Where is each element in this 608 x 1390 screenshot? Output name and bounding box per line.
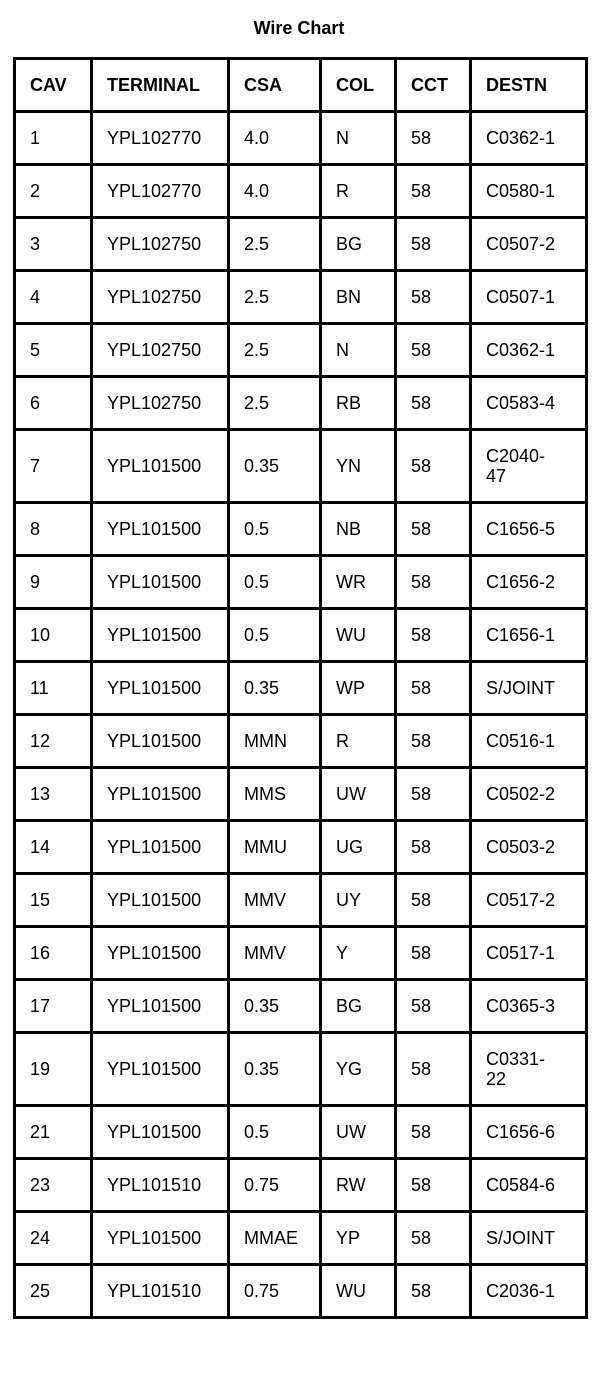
cell-cct: 58 bbox=[396, 556, 471, 609]
cell-cav: 21 bbox=[15, 1106, 92, 1159]
cell-csa: MMU bbox=[229, 821, 321, 874]
cell-destn: C1656-6 bbox=[471, 1106, 587, 1159]
cell-cct: 58 bbox=[396, 112, 471, 165]
cell-cav: 3 bbox=[15, 218, 92, 271]
cell-cav: 19 bbox=[15, 1033, 92, 1106]
table-row bbox=[15, 980, 587, 1033]
cell-col: N bbox=[321, 324, 396, 377]
cell-csa: 0.5 bbox=[229, 503, 321, 556]
wire-chart-table bbox=[13, 57, 588, 1319]
cell-cav: 5 bbox=[15, 324, 92, 377]
cell-terminal: YPL102770 bbox=[92, 165, 229, 218]
cell-cav: 2 bbox=[15, 165, 92, 218]
cell-terminal: YPL101500 bbox=[92, 503, 229, 556]
cell-csa: MMV bbox=[229, 874, 321, 927]
cell-cav: 24 bbox=[15, 1212, 92, 1265]
table-row bbox=[15, 874, 587, 927]
cell-cct: 58 bbox=[396, 1212, 471, 1265]
cell-cav: 11 bbox=[15, 662, 92, 715]
cell-col: YG bbox=[321, 1033, 396, 1106]
cell-destn: C0517-2 bbox=[471, 874, 587, 927]
table-row bbox=[15, 1033, 587, 1106]
cell-cav: 25 bbox=[15, 1265, 92, 1318]
cell-cct: 58 bbox=[396, 821, 471, 874]
cell-cct: 58 bbox=[396, 609, 471, 662]
cell-csa: 4.0 bbox=[229, 165, 321, 218]
cell-csa: MMV bbox=[229, 927, 321, 980]
cell-cct: 58 bbox=[396, 1033, 471, 1106]
cell-cct: 58 bbox=[396, 980, 471, 1033]
cell-destn: S/JOINT bbox=[471, 662, 587, 715]
cell-destn: C0516-1 bbox=[471, 715, 587, 768]
cell-col: N bbox=[321, 112, 396, 165]
cell-col: YP bbox=[321, 1212, 396, 1265]
cell-cav: 12 bbox=[15, 715, 92, 768]
cell-destn: C0362-1 bbox=[471, 324, 587, 377]
cell-cct: 58 bbox=[396, 1265, 471, 1318]
cell-col: R bbox=[321, 165, 396, 218]
cell-terminal: YPL101500 bbox=[92, 1212, 229, 1265]
table-row bbox=[15, 927, 587, 980]
cell-col: UW bbox=[321, 1106, 396, 1159]
cell-destn: C0507-1 bbox=[471, 271, 587, 324]
table-row bbox=[15, 821, 587, 874]
cell-terminal: YPL101500 bbox=[92, 1033, 229, 1106]
column-header-col: COL bbox=[321, 59, 396, 112]
cell-col: RW bbox=[321, 1159, 396, 1212]
cell-destn: C0583-4 bbox=[471, 377, 587, 430]
cell-col: WP bbox=[321, 662, 396, 715]
cell-col: UW bbox=[321, 768, 396, 821]
cell-col: UY bbox=[321, 874, 396, 927]
table-row bbox=[15, 430, 587, 503]
cell-cct: 58 bbox=[396, 768, 471, 821]
cell-cct: 58 bbox=[396, 430, 471, 503]
cell-col: BN bbox=[321, 271, 396, 324]
column-header-cct: CCT bbox=[396, 59, 471, 112]
cell-csa: 4.0 bbox=[229, 112, 321, 165]
cell-csa: 2.5 bbox=[229, 218, 321, 271]
cell-csa: 2.5 bbox=[229, 271, 321, 324]
cell-destn: C0502-2 bbox=[471, 768, 587, 821]
cell-terminal: YPL102750 bbox=[92, 271, 229, 324]
cell-csa: 0.5 bbox=[229, 556, 321, 609]
table-row bbox=[15, 609, 587, 662]
cell-cav: 6 bbox=[15, 377, 92, 430]
cell-terminal: YPL102770 bbox=[92, 112, 229, 165]
cell-csa: 2.5 bbox=[229, 377, 321, 430]
cell-destn: C2036-1 bbox=[471, 1265, 587, 1318]
cell-cct: 58 bbox=[396, 662, 471, 715]
cell-destn: C1656-5 bbox=[471, 503, 587, 556]
cell-cct: 58 bbox=[396, 324, 471, 377]
cell-cct: 58 bbox=[396, 165, 471, 218]
table-row bbox=[15, 324, 587, 377]
cell-terminal: YPL101500 bbox=[92, 768, 229, 821]
cell-cav: 8 bbox=[15, 503, 92, 556]
table-row bbox=[15, 112, 587, 165]
cell-col: R bbox=[321, 715, 396, 768]
table-row bbox=[15, 556, 587, 609]
cell-cav: 1 bbox=[15, 112, 92, 165]
cell-terminal: YPL102750 bbox=[92, 324, 229, 377]
cell-destn: C1656-2 bbox=[471, 556, 587, 609]
cell-csa: 0.75 bbox=[229, 1265, 321, 1318]
cell-cav: 7 bbox=[15, 430, 92, 503]
cell-col: UG bbox=[321, 821, 396, 874]
table-row bbox=[15, 503, 587, 556]
cell-cav: 15 bbox=[15, 874, 92, 927]
cell-cav: 13 bbox=[15, 768, 92, 821]
cell-terminal: YPL101510 bbox=[92, 1265, 229, 1318]
cell-csa: 0.5 bbox=[229, 1106, 321, 1159]
cell-terminal: YPL102750 bbox=[92, 377, 229, 430]
cell-csa: MMN bbox=[229, 715, 321, 768]
cell-csa: 0.35 bbox=[229, 662, 321, 715]
column-header-terminal: TERMINAL bbox=[92, 59, 229, 112]
column-header-csa: CSA bbox=[229, 59, 321, 112]
cell-destn: C0517-1 bbox=[471, 927, 587, 980]
cell-destn: C0580-1 bbox=[471, 165, 587, 218]
table-row bbox=[15, 218, 587, 271]
cell-cct: 58 bbox=[396, 927, 471, 980]
table-header-row bbox=[15, 59, 587, 112]
cell-destn: C0331- 22 bbox=[471, 1033, 587, 1106]
cell-cct: 58 bbox=[396, 715, 471, 768]
cell-cct: 58 bbox=[396, 271, 471, 324]
table-row bbox=[15, 165, 587, 218]
cell-terminal: YPL101500 bbox=[92, 609, 229, 662]
cell-destn: C0365-3 bbox=[471, 980, 587, 1033]
table-row bbox=[15, 1159, 587, 1212]
table-row bbox=[15, 271, 587, 324]
page-title: Wire Chart bbox=[253, 18, 345, 38]
cell-destn: C0503-2 bbox=[471, 821, 587, 874]
cell-col: NB bbox=[321, 503, 396, 556]
cell-terminal: YPL101500 bbox=[92, 1106, 229, 1159]
cell-csa: MMS bbox=[229, 768, 321, 821]
cell-cav: 16 bbox=[15, 927, 92, 980]
cell-col: Y bbox=[321, 927, 396, 980]
cell-col: WU bbox=[321, 1265, 396, 1318]
table-body bbox=[15, 112, 587, 1318]
column-header-destn: DESTN bbox=[471, 59, 587, 112]
cell-destn: C0584-6 bbox=[471, 1159, 587, 1212]
cell-destn: C1656-1 bbox=[471, 609, 587, 662]
cell-csa: 2.5 bbox=[229, 324, 321, 377]
cell-cct: 58 bbox=[396, 377, 471, 430]
cell-cav: 17 bbox=[15, 980, 92, 1033]
table-row bbox=[15, 1106, 587, 1159]
cell-csa: 0.75 bbox=[229, 1159, 321, 1212]
cell-cav: 10 bbox=[15, 609, 92, 662]
cell-cav: 14 bbox=[15, 821, 92, 874]
cell-csa: 0.5 bbox=[229, 609, 321, 662]
cell-csa: 0.35 bbox=[229, 430, 321, 503]
column-header-cav: CAV bbox=[15, 59, 92, 112]
table-row bbox=[15, 1212, 587, 1265]
cell-terminal: YPL101500 bbox=[92, 715, 229, 768]
cell-col: RB bbox=[321, 377, 396, 430]
table-row bbox=[15, 1265, 587, 1318]
cell-cav: 23 bbox=[15, 1159, 92, 1212]
cell-csa: 0.35 bbox=[229, 1033, 321, 1106]
cell-cct: 58 bbox=[396, 218, 471, 271]
table-row bbox=[15, 715, 587, 768]
cell-destn: S/JOINT bbox=[471, 1212, 587, 1265]
cell-csa: MMAE bbox=[229, 1212, 321, 1265]
cell-col: YN bbox=[321, 430, 396, 503]
cell-terminal: YPL101510 bbox=[92, 1159, 229, 1212]
cell-terminal: YPL101500 bbox=[92, 874, 229, 927]
cell-cav: 9 bbox=[15, 556, 92, 609]
cell-csa: 0.35 bbox=[229, 980, 321, 1033]
cell-terminal: YPL101500 bbox=[92, 662, 229, 715]
cell-destn: C0362-1 bbox=[471, 112, 587, 165]
cell-destn: C0507-2 bbox=[471, 218, 587, 271]
cell-col: WU bbox=[321, 609, 396, 662]
cell-col: BG bbox=[321, 980, 396, 1033]
cell-cav: 4 bbox=[15, 271, 92, 324]
cell-cct: 58 bbox=[396, 1159, 471, 1212]
cell-terminal: YPL101500 bbox=[92, 430, 229, 503]
cell-terminal: YPL101500 bbox=[92, 821, 229, 874]
cell-destn: C2040- 47 bbox=[471, 430, 587, 503]
cell-cct: 58 bbox=[396, 874, 471, 927]
cell-terminal: YPL101500 bbox=[92, 556, 229, 609]
cell-cct: 58 bbox=[396, 503, 471, 556]
table-row bbox=[15, 662, 587, 715]
cell-terminal: YPL101500 bbox=[92, 980, 229, 1033]
cell-col: WR bbox=[321, 556, 396, 609]
table-row bbox=[15, 377, 587, 430]
cell-col: BG bbox=[321, 218, 396, 271]
cell-terminal: YPL101500 bbox=[92, 927, 229, 980]
cell-cct: 58 bbox=[396, 1106, 471, 1159]
cell-terminal: YPL102750 bbox=[92, 218, 229, 271]
table-row bbox=[15, 768, 587, 821]
